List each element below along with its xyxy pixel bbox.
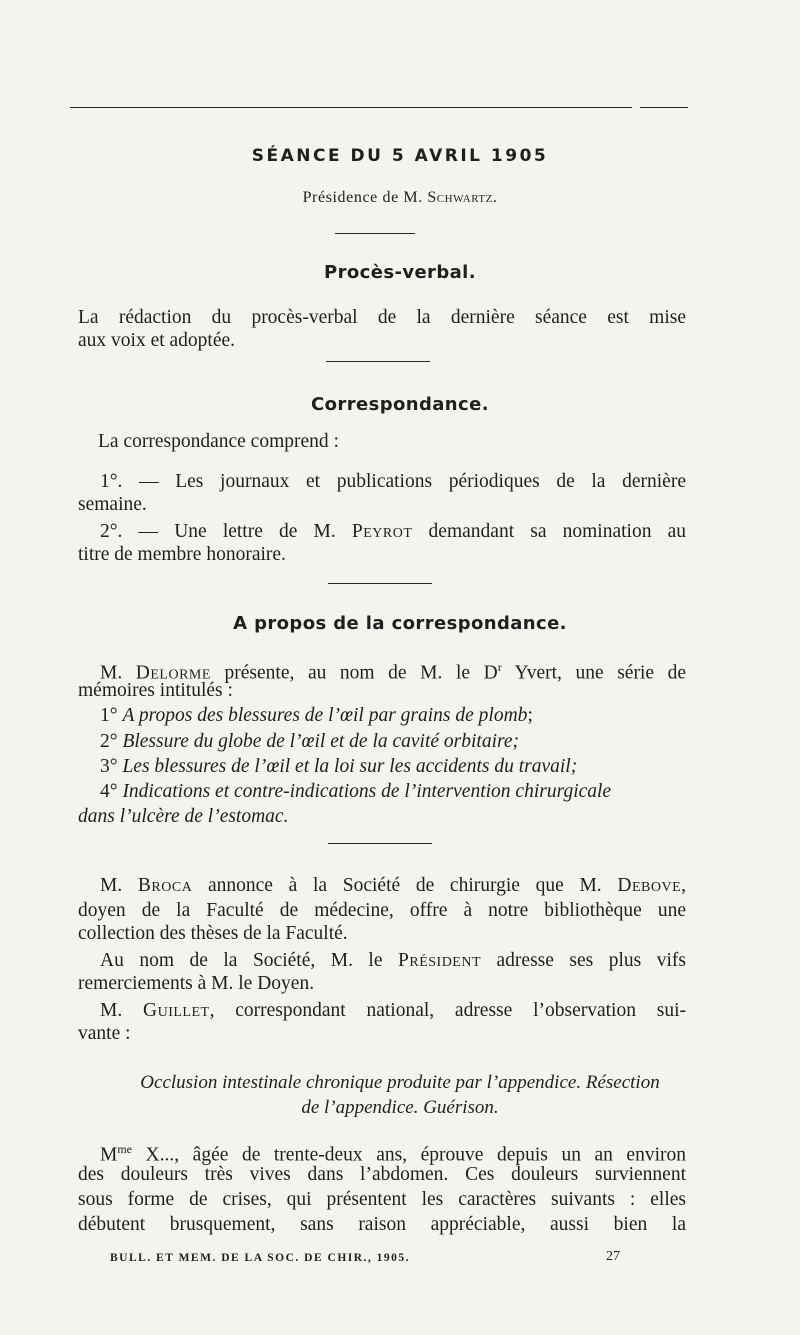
broca-line-3: collection des thèses de la Faculté. [78, 923, 348, 944]
line-suffix: Yvert, une série de [501, 662, 686, 684]
memoir-item-4-line-1 [100, 781, 611, 803]
memoir-num: 4° [100, 781, 123, 802]
memoir-num: 2° [100, 731, 123, 752]
presidency-line [0, 189, 800, 207]
observation-title-line-1: Occlusion intestinale chronique produite par l’appendice. Résection [140, 1072, 660, 1093]
item-2-suffix: demandant sa nomination au [412, 521, 686, 542]
correspondance-item-2-line-1 [78, 519, 686, 544]
memoir-item-1 [100, 705, 533, 727]
guillet-line-1 [78, 998, 686, 1023]
memoir-end: ; [527, 705, 533, 726]
top-rule [70, 107, 632, 108]
memoir-title: A propos des blessures de l’œil par grains de plomb [122, 705, 528, 726]
memoir-item-2 [100, 731, 519, 753]
session-title: SÉANCE DU 5 AVRIL 1905 [251, 146, 549, 166]
text: adresse ses plus vifs [481, 950, 686, 971]
observation-line-4: débutent brusquement, sans raison appréciable, aussi bien la [78, 1214, 686, 1235]
footer-journal: BULL. ET MEM. DE LA SOC. DE CHIR., 1905. [110, 1252, 411, 1264]
proces-verbal-line-2: aux voix et adoptée. [78, 330, 236, 351]
broca-line-2: doyen de la Faculté de médecine, offre à notre bibliothèque une [78, 900, 686, 921]
line-prefix: M. [100, 662, 136, 684]
correspondance-item-2-line-2: titre de membre honoraire. [78, 544, 286, 565]
guillet-line-2: vante : [78, 1023, 131, 1044]
correspondance-item-1-line-1: 1°. — Les journaux et publications périodiques de la dernière [100, 471, 686, 492]
text: M. [100, 875, 138, 896]
memoir-num: 3° [100, 756, 123, 777]
text: , correspondant national, adresse l’observation sui- [209, 1000, 686, 1021]
doctor-sup: r [497, 660, 502, 674]
text: Au nom de la Société, M. le [100, 950, 399, 971]
correspondance-intro: La correspondance comprend : [98, 431, 339, 452]
observation-title-line-2: de l’appendice. Guérison. [301, 1097, 499, 1118]
memoir-item-3 [100, 756, 577, 778]
memoir-item-4-line-2: dans l’ulcère de l’estomac. [78, 806, 289, 827]
line-mid: présente, au nom de M. le D [210, 662, 498, 684]
proces-verbal-line-1: La rédaction du procès-verbal de la dernière séance est mise [78, 307, 686, 328]
memoir-num: 1° [100, 705, 123, 726]
section-divider [328, 843, 432, 844]
broca-line-1 [78, 873, 686, 898]
a-propos-heading: A propos de la correspondance. [233, 613, 567, 634]
name-president: Président [398, 950, 482, 971]
observation-line-3: sous forme de crises, qui présentent les caractères suivants : elles [78, 1189, 686, 1210]
text: , [681, 875, 686, 896]
president-line-2: remerciements à M. le Doyen. [78, 973, 315, 994]
author-name: Delorme [135, 662, 211, 684]
a-propos-line-2: mémoires intitulés : [78, 680, 233, 701]
correspondance-heading: Correspondance. [311, 394, 489, 415]
name-guillet: Guillet [143, 1000, 210, 1021]
madame-sup: me [117, 1142, 133, 1156]
item-2-name: Peyrot [351, 521, 413, 542]
section-divider [335, 233, 415, 234]
memoir-title: Indications et contre-indications de l’intervention chirurgicale [122, 781, 612, 802]
president-line-1 [78, 948, 686, 973]
presidency-prefix: Présidence de M. [302, 189, 428, 206]
proces-verbal-heading: Procès-verbal. [324, 262, 476, 283]
section-divider [326, 361, 430, 362]
memoir-title: Blessure du globe de l’œil et de la cavité orbitaire; [122, 731, 520, 752]
page-number: 27 [606, 1249, 620, 1264]
president-name: Schwartz [427, 189, 493, 206]
item-2-prefix: 2°. — Une lettre de M. [100, 521, 352, 542]
observation-line-2: des douleurs très vives dans l’abdomen. Ces douleurs surviennent [78, 1164, 686, 1185]
text: M. [100, 1000, 143, 1021]
text: X..., âgée de trente-deux ans, éprouve depuis un an environ [132, 1144, 686, 1166]
correspondance-item-1-line-2: semaine. [78, 494, 147, 515]
top-rule-short [640, 107, 688, 108]
presidency-suffix: . [492, 189, 498, 206]
name-broca: Broca [137, 875, 193, 896]
text: M [100, 1144, 118, 1166]
text: annonce à la Société de chirurgie que M. [192, 875, 618, 896]
name-debove: Debove [617, 875, 682, 896]
section-divider [328, 583, 432, 584]
memoir-title: Les blessures de l’œil et la loi sur les accidents du travail; [122, 756, 578, 777]
